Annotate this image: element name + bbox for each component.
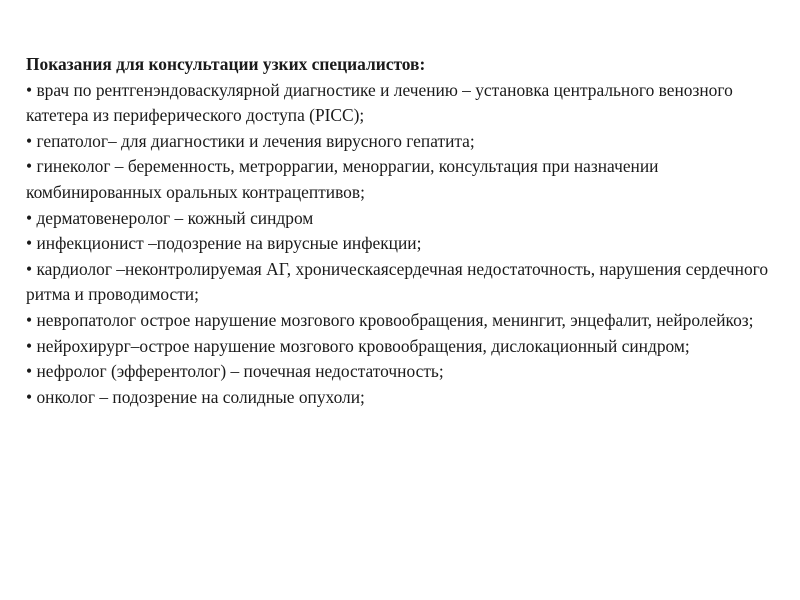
bullet-glyph: • <box>26 79 33 100</box>
bullet-glyph: • <box>26 130 33 151</box>
list-item <box>26 334 778 360</box>
list-item <box>26 257 778 308</box>
bullet-glyph: • <box>26 207 33 228</box>
list-item <box>26 78 778 129</box>
bullet-glyph: • <box>26 361 33 382</box>
list-item <box>26 308 778 334</box>
specialist-list <box>26 78 778 411</box>
list-item <box>26 154 778 205</box>
bullet-glyph: • <box>26 156 33 177</box>
list-item <box>26 385 778 411</box>
list-item-text: дерматовенеролог – кожный синдром <box>36 207 314 228</box>
bullet-glyph: • <box>26 386 33 407</box>
list-item-text: инфекционист –подозрение на вирусные инфекции; <box>36 233 422 254</box>
text-block <box>26 52 778 410</box>
list-item-text: невропатолог острое нарушение мозгового кровообращения, менингит, энцефалит, нейролейкоз; <box>36 309 754 330</box>
list-item <box>26 129 778 155</box>
bullet-glyph: • <box>26 233 33 254</box>
list-item-text: гепатолог– для диагностики и лечения вирусного гепатита; <box>36 130 475 151</box>
document-heading: Показания для консультации узких специалистов: <box>26 54 426 74</box>
bullet-glyph: • <box>26 258 33 279</box>
list-item-text: гинеколог – беременность, метроррагии, меноррагии, консультация при назначении комбинированных оральных контрацептивов; <box>26 156 659 202</box>
list-item <box>26 206 778 232</box>
list-item-text: нефролог (эфферентолог) – почечная недостаточность; <box>36 361 444 382</box>
list-item-text: кардиолог –неконтролируемая АГ, хроническаясердечная недостаточность, нарушения сердечного ритма и проводимости; <box>26 258 769 305</box>
list-item-text: нейрохирург–острое нарушение мозгового кровообращения, дислокационный синдром; <box>36 335 690 356</box>
list-item <box>26 359 778 385</box>
bullet-glyph: • <box>26 309 33 330</box>
bullet-glyph: • <box>26 335 33 356</box>
list-item-text: онколог – подозрение на солидные опухоли; <box>36 386 365 407</box>
list-item-text: врач по рентгенэндоваскулярной диагностике и лечению – установка центрального венозного катетера из периферического доступа (PICC); <box>26 79 733 126</box>
list-item <box>26 231 778 257</box>
